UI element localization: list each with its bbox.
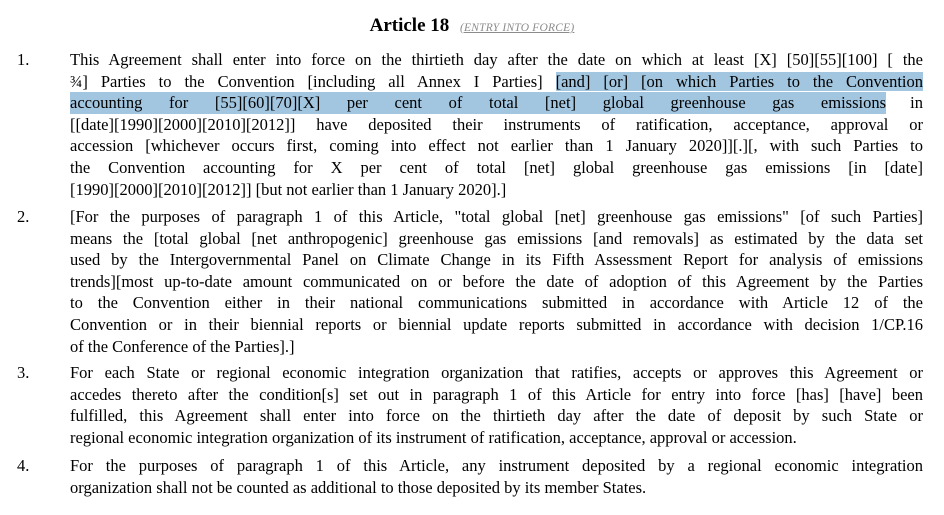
article-subtitle: (ENTRY INTO FORCE) [460,22,575,34]
text-line: to the Convention either in their national communications submitted in accordance with Article 12 of the [70,293,923,313]
paragraph-number: 4. [17,456,30,475]
selected-text[interactable]: [and] [or] [on which Parties to the Convention [555,71,923,91]
text-line: trends][most up-to-date amount communicated on or before the date of adoption of this Agreement by the Parties [70,271,923,291]
paragraph-text [70,206,923,357]
text-line: fulfilled, this Agreement shall enter into force on the thirtieth day after the date of deposit by such State or [70,406,923,426]
text-line: For the purposes of paragraph 1 of this Article, any instrument deposited by a regional economic integration [70,456,923,475]
paragraph-4 [0,455,944,498]
text-line: For each State or regional economic integration organization that ratifies, accepts or approves this Agreement or [70,363,923,382]
paragraph-text [70,455,923,498]
paragraph-1 [0,49,944,200]
text-line: [For the purposes of paragraph 1 of this Article, "total global [net] greenhouse gas emissions" [of such Parties] [70,207,923,226]
text-line: regional economic integration organization of its instrument of ratification, acceptance, approval or accession. [70,427,797,447]
text-segment: in [886,93,923,113]
paragraph-text [70,49,923,200]
paragraph-number: 3. [17,363,30,382]
paragraph-2 [0,206,944,357]
text-line: [1990][2000][2010][2012]] [but not earlier than 1 January 2020].] [70,179,507,199]
text-line: Convention or in their biennial reports or biennial update reports submitted in accordance with decision 1/CP.16 [70,314,923,334]
text-line: organization shall not be counted as additional to those deposited by its member States. [70,477,647,497]
paragraph-number: 1. [17,50,30,69]
text-line: accession [whichever occurs first, coming into effect not earlier than 1 January 2020]][.][, with such Parties to [70,136,923,156]
text-line [70,71,923,93]
article-heading [0,15,944,39]
text-line: of the Conference of the Parties].] [70,336,295,356]
text-line: means the [total global [net anthropogenic] greenhouse gas emissions [and removals] as estimated by the data set [70,228,923,248]
paragraph-text [70,362,923,448]
text-line: [[date][1990][2000][2010][2012]] have deposited their instruments of ratification, acceptance, approval or [70,114,923,134]
text-segment: ¾] Parties to the Convention [including all Annex I Parties] [70,71,556,91]
selected-text[interactable]: accounting for [55][60][70][X] per cent of total [net] global greenhouse gas emissions [70,93,886,113]
paragraph-3 [0,362,944,448]
text-line [70,92,923,114]
article-title: Article 18 [369,15,450,36]
paragraph-number: 2. [17,207,30,226]
text-line: used by the Intergovernmental Panel on Climate Change in its Fifth Assessment Report for analysis of emissions [70,250,923,270]
text-line: This Agreement shall enter into force on the thirtieth day after the date on which at least [X] [50][55][100] [ the [70,50,923,69]
text-line: accedes thereto after the condition[s] set out in paragraph 1 of this Article for entry into force [has] [have] been [70,384,923,404]
text-line: the Convention accounting for X per cent of total [net] global greenhouse gas emissions [in [date] [70,157,923,177]
